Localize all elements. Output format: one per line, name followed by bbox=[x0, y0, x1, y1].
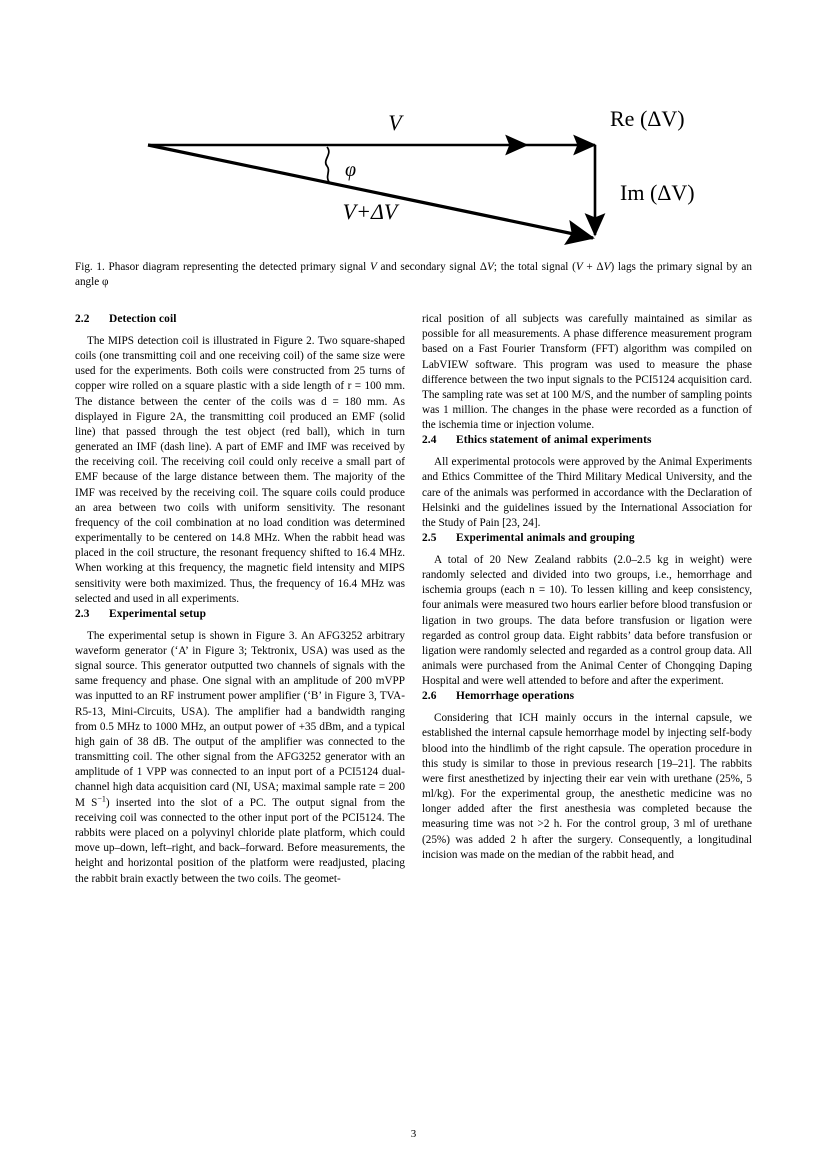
section-heading-2-3 bbox=[75, 607, 405, 622]
angle-arc-phi bbox=[326, 147, 329, 182]
page-number: 3 bbox=[410, 1128, 417, 1140]
right-column bbox=[422, 312, 752, 863]
paragraph-2-2: The MIPS detection coil is illustrated in Figure 2. Two square-shaped coils (one transmitting coil and one receiving coil) of the same size were used for the experiments. Both coils were constructed from 25 turns of copper wire rolled on a square plastic with a side length of r = 100 mm. The distance between the center of the coils was d = 180 mm. As displayed in Figure 2A, the transmitting coil produced an EMF (solid line) that passed through the test object (red ball), which in turn generated an IMF (dash line). A part of EMF and IMF was received by the receiving coil. The receiving coil could only receive a small part of EMF because of the large distance between them. The majority of the IMF was received by the receiving coil. The square coils could produce an area between two coils with uniform sensitivity. The resonant frequency of the coil combination at no load condition was determined experimentally to be centered on 14.8 MHz. When the rabbit head was placed in the coil structure, the resonant frequency shifted to 16.4 MHz. When working at this frequency, the magnetic field intensity and MIPS sensitivity were both maximized. Thus, the frequency of 16.4 MHz was selected and used in all experiments. bbox=[75, 334, 405, 605]
two-column-body bbox=[75, 312, 752, 1112]
section-title-2-2: Detection coil bbox=[109, 313, 177, 325]
paragraph-2-3-part-a: The experimental setup is shown in Figure 3. An AFG3252 arbitrary waveform generator (‘A’ in Figure 3; Tektronix, USA) was used as the signal source. This generator outputted two channels of signals with the same frequency and phase. One signal with an amplitude of 200 mVPP was inputted to an RF instrument power amplifier (‘B’ in Figure 3, TVA-R5-13, Mini-Circuits, USA). The amplifier had a bandwidth ranging from 0.5 MHz to 1000 MHz, an output power of +35 dBm, and a typical high gain of 38 dB. The output of the amplifier was connected to the transmitting coil. The other signal from the AFG3252 generator with an amplitude of 1 VPP was connected to an input port of a PCI5124 dual-channel high data acquisition card (NI, USA; maximal sample rate = 200 M S bbox=[75, 629, 405, 809]
caption-text-2: and secondary signal Δ bbox=[376, 261, 488, 273]
section-title-2-6: Hemorrhage operations bbox=[456, 690, 575, 703]
paragraph-2-3 bbox=[75, 629, 405, 887]
caption-v-3: V bbox=[575, 261, 583, 273]
paragraph-2-6: Considering that ICH mainly occurs in the internal capsule, we established the internal capsule hemorrhage model by injecting self-body blood into the hindlimb of the right capsule. The operation procedure in this study is similar to those in previous research [19–21]. The rabbits were first anesthetized by injecting their ear vein with urethane (25%, 5 ml/kg). For the experimental group, the anesthetic medicine was no longer added after the first anesthesia was completed because the measuring time was not >2 h. For the control group, 3 ml of urethane (25%) was added 2 h after the surgery. Consequently, a longitudinal incision was made on the median of the rabbit head, and bbox=[422, 712, 752, 861]
label-im-dv: Im (ΔV) bbox=[620, 180, 695, 205]
section-heading-2-2 bbox=[75, 312, 405, 327]
section-number-2-4: 2.4 bbox=[422, 434, 437, 447]
figure-1-block bbox=[75, 92, 752, 290]
caption-v-1: V bbox=[369, 261, 377, 273]
section-title-2-5: Experimental animals and grouping bbox=[456, 532, 635, 545]
label-v-plus-dv: V+ΔV bbox=[342, 199, 398, 224]
label-re-dv: Re (ΔV) bbox=[610, 106, 685, 131]
paragraph-2-3-superscript: −1 bbox=[97, 793, 106, 803]
caption-v-4: V bbox=[603, 261, 611, 273]
caption-text-3: ; the total signal ( bbox=[493, 261, 576, 273]
paragraph-2-5: A total of 20 New Zealand rabbits (2.0–2.5 kg in weight) were randomly selected and divided into two groups, i.e., hemorrhage and ischemia groups (each n = 10). To lessen killing and keep consistency, four animals were measured two hours earlier before blood transfusion or ligation in two groups. The data before transfusion or ligation were regarded as control group data. Eight rabbits’ data before transfusion or ligation were randomly selected and regarded as a control group data. All animals were purchased from the Animal Center of Chongqing Daping Hospital and were well attended to before and after the experiment. bbox=[422, 553, 752, 688]
label-phi: φ bbox=[345, 159, 357, 181]
section-title-2-4: Ethics statement of animal experiments bbox=[456, 434, 652, 447]
section-title-2-3: Experimental setup bbox=[109, 607, 207, 620]
section-number-2-5: 2.5 bbox=[422, 532, 437, 545]
caption-v-2: V bbox=[487, 261, 494, 273]
vector-v-plus-dv bbox=[148, 145, 593, 238]
section-number-2-2: 2.2 bbox=[75, 313, 90, 325]
section-number-2-3: 2.3 bbox=[75, 607, 90, 620]
paragraph-2-4: All experimental protocols were approved by the Animal Experiments and Ethics Committee of the Third Military Medical University, and the care of the animals was performed in accordance with the Declaration of Helsinki and the guidelines issued by the International Association for the Study of Pain [23, 24]. bbox=[422, 456, 752, 529]
caption-text-5: ) lags the primary signal by an angle bbox=[75, 261, 752, 288]
caption-text-4: + Δ bbox=[582, 261, 604, 273]
caption-text-1: Fig. 1. Phasor diagram representing the detected primary signal bbox=[75, 261, 370, 273]
paragraph-2-3-part-b: ) inserted into the slot of a PC. The output signal from the receiving coil was connected to the other input port of the PCI5124. The rabbits were placed on a polyvinyl chloride plate platform, which could move up–down, left–right, and back–forward. Before measurements, the height and horizontal position of the platform were readjusted, placing the rabbit brain exactly between the two coils. The geomet- bbox=[75, 796, 406, 885]
phasor-diagram bbox=[75, 92, 752, 252]
figure-1-caption bbox=[75, 260, 752, 290]
label-v: V bbox=[388, 110, 402, 135]
section-heading-2-5 bbox=[422, 531, 752, 546]
section-number-2-6: 2.6 bbox=[422, 690, 437, 703]
paragraph-continued: rical position of all subjects was carefully maintained as similar as possible for all measurements. A phase difference measurement program based on a Fast Fourier Transform (FFT) algorithm was compiled on LabVIEW software. This program was used to measure the phase difference between the two input signals to the PCI5124 acquisition card. The sampling rate was set at 100 M/S, and the number of sampling points was 1 million. The changes in the phase were recorded as a function of the ischemia time or injection volume. bbox=[422, 313, 752, 432]
section-heading-2-6 bbox=[422, 689, 752, 704]
left-column bbox=[75, 312, 405, 887]
section-heading-2-4 bbox=[422, 433, 752, 448]
caption-phi: φ bbox=[102, 275, 109, 288]
